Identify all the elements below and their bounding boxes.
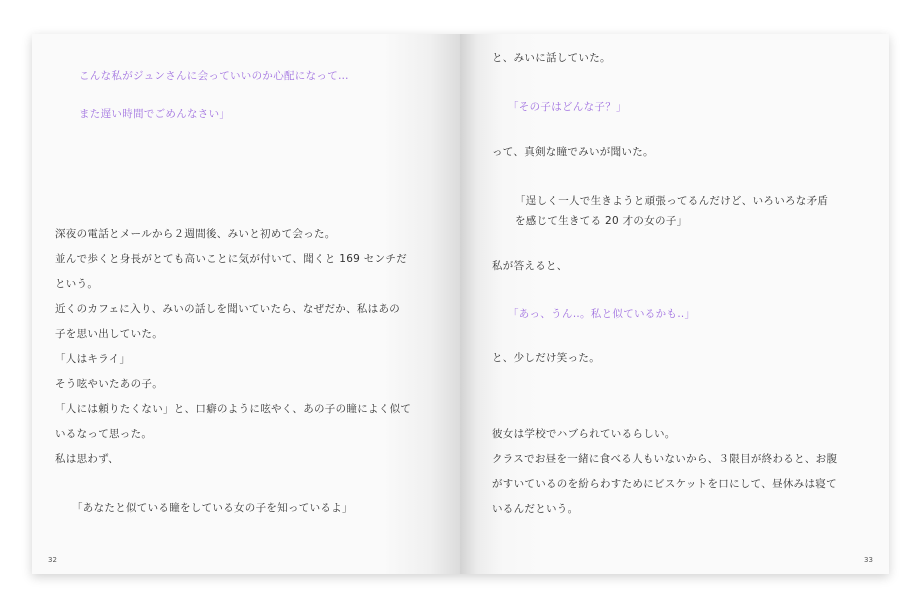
left-line-12: 私は思わず、 — [55, 453, 119, 465]
right-line-9: 彼女は学校でハブられているらしい。 — [492, 428, 676, 440]
right-line-2: 「その子はどんな子？」 — [508, 101, 627, 113]
left-line-8: 「人はキライ」 — [55, 353, 131, 365]
right-line-11: がすいているのを紛らわすためにビスケットを口にして、昼休みは寝て — [492, 478, 837, 490]
right-line-10: クラスでお昼を一緒に食べる人もいないから、３限目が終わると、お腹 — [492, 453, 838, 465]
left-line-6: 近くのカフェに入り、みいの話しを聞いていたら、なぜだか、私はあの — [55, 303, 401, 315]
left-line-11: いるなって思った。 — [55, 428, 153, 440]
page-number-right: 33 — [864, 556, 873, 564]
right-line-3: って、真剣な瞳でみいが聞いた。 — [492, 146, 654, 158]
left-line-5: という。 — [55, 278, 99, 290]
right-line-6: 私が答えると、 — [492, 260, 568, 272]
page-number-left: 32 — [48, 556, 57, 564]
right-line-4: 「逞しく一人で生きようと頑張ってるんだけど、いろいろな矛盾 — [515, 195, 829, 207]
right-line-12: いるんだという。 — [492, 503, 579, 515]
right-page — [460, 34, 889, 574]
right-line-5: を感じて生きてる 20 才の女の子」 — [515, 215, 688, 227]
left-line-3: 深夜の電話とメールから２週間後、みいと初めて会った。 — [55, 228, 336, 240]
right-line-7: 「あっ、うん‥。私と似ているかも‥」 — [508, 308, 696, 320]
left-line-7: 子を思い出していた。 — [55, 328, 163, 340]
left-line-9: そう呟やいたあの子。 — [55, 378, 163, 390]
left-line-1: こんな私がジュンさんに会っていいのか心配になって… — [79, 70, 349, 82]
left-line-4: 並んで歩くと身長がとても高いことに気が付いて、聞くと 169 センチだ — [55, 253, 408, 265]
right-line-8: と、少しだけ笑った。 — [492, 352, 600, 364]
left-page — [32, 34, 460, 574]
left-line-13: 「あなたと似ている瞳をしている女の子を知っているよ」 — [72, 502, 353, 514]
right-line-1: と、みいに話していた。 — [492, 52, 611, 64]
open-book — [32, 34, 889, 574]
left-line-2: また遅い時間でごめんなさい」 — [79, 108, 231, 120]
left-line-10: 「人には頼りたくない」と、口癖のように呟やく、あの子の瞳によく似て — [55, 403, 412, 415]
